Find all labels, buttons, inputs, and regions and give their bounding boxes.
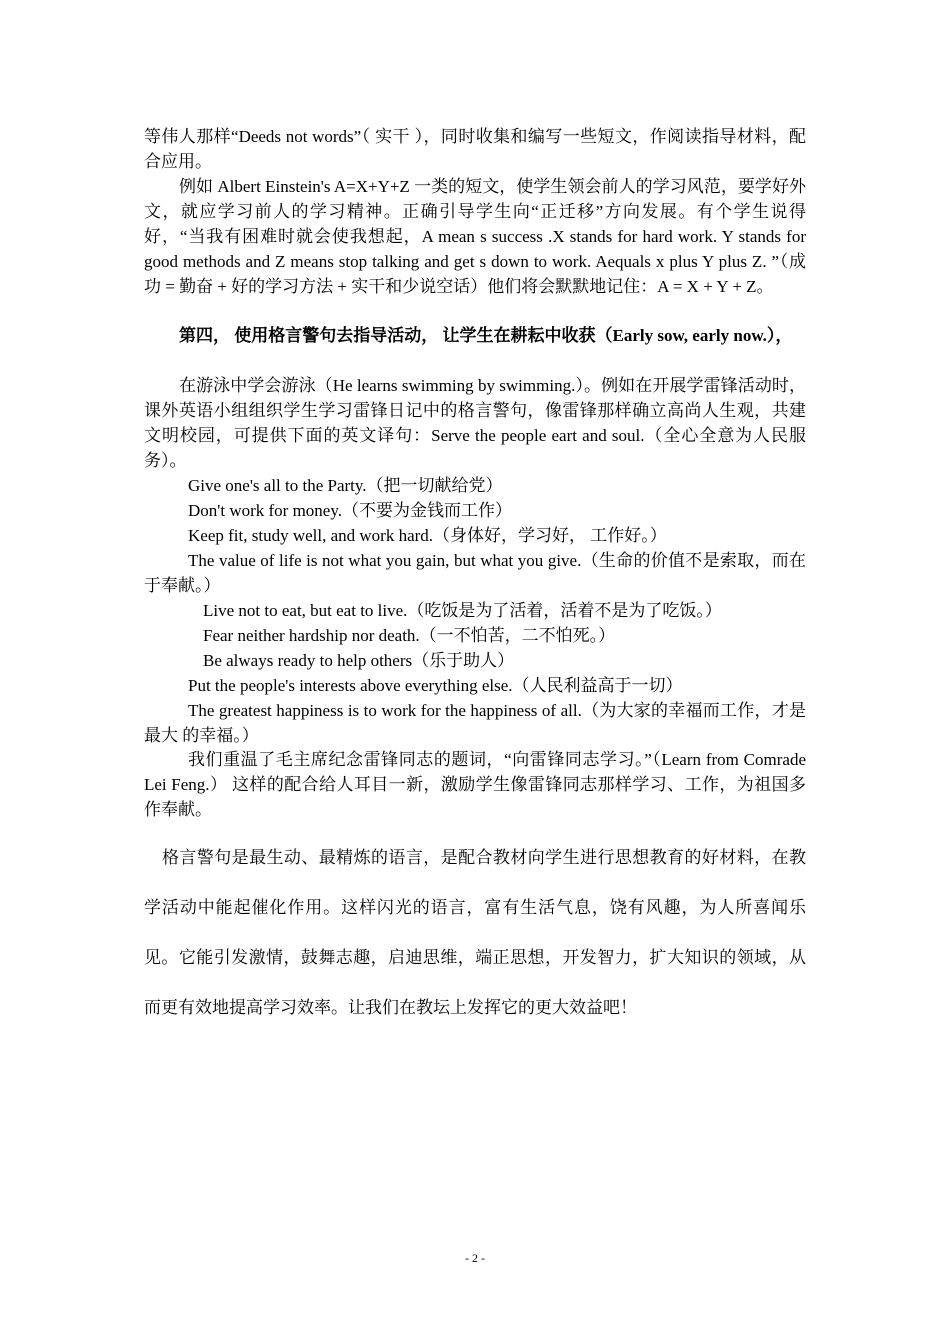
paragraph-3: 在游泳中学会游泳（He learns swimming by swimming.）。例如在开展学雷锋活动时，课外英语小组组织学生学习雷锋日记中的格言警句，像雷锋那样确立高尚人生观，共建文明校园，可提供下面的英文译句：Serve the people eart and soul.（全心全意为人民服务）。 [144, 376, 806, 470]
paragraph-4: 我们重温了毛主席纪念雷锋同志的题词，“向雷锋同志学习。”（Learn from Comrade Lei Feng.） 这样的配合给人耳目一新，激励学生像雷锋同志那样学习、工作，为祖国多作奉献。 [144, 750, 806, 819]
motto-line-5: Live not to eat, but eat to live.（吃饭是为了活着，活着不是为了吃饭。） [203, 601, 722, 620]
motto-line-7: Be always ready to help others（乐于助人） [203, 651, 515, 670]
section-heading: 第四， 使用格言警句去指导活动， 让学生在耕耘中收获（Early sow, early now.）， [179, 326, 793, 345]
conclusion-paragraph: 格言警句是最生动、最精炼的语言，是配合教材向学生进行思想教育的好材料，在教学活动中能起催化作用。这样闪光的语言，富有生活气息，饶有风趣，为人所喜闻乐见。它能引发激情，鼓舞志趣，启迪思维，端正思想，开发智力，扩大知识的领域，从而更有效地提高学习效率。让我们在教坛上发挥它的更大效益吧！ [144, 848, 806, 1017]
page-number: - 2 - [465, 1251, 485, 1265]
paragraph-1: 等伟人那样“Deeds not words”（ 实干 ），同时收集和编写一些短文，作阅读指导材料，配合应用。 [144, 127, 806, 171]
motto-line-1: Give one's all to the Party.（把一切献给党） [188, 476, 503, 495]
motto-line-3: Keep fit, study well, and work hard.（身体好，学习好， 工作好。） [188, 526, 667, 545]
motto-line-9: The greatest happiness is to work for the happiness of all.（为大家的幸福而工作，才是最大 的幸福。） [144, 701, 806, 745]
paragraph-2: 例如 Albert Einstein's A=X+Y+Z 一类的短文，使学生领会前人的学习风范，要学好外文，就应学习前人的学习精神。正确引导学生向“正迁移”方向发展。有个学生说得好，“当我有困难时就会使我想起，A mean s success .X stands for hard work. Y stands for good methods and Z means stop talking and get s down to work. Aequals x plus Y plus Z. ”（成功 = 勤奋 + 好的学习方法 + 实干和少说空话）他们将会默默地记住：A = X + Y + Z。 [144, 177, 806, 296]
motto-line-2: Don't work for money.（不要为金钱而工作） [188, 501, 512, 520]
motto-line-8: Put the people's interests above everything else.（人民利益高于一切） [188, 676, 683, 695]
motto-line-6: Fear neither hardship nor death.（一不怕苦，二不怕死。） [203, 626, 616, 645]
motto-line-4: The value of life is not what you gain, but what you give.（生命的价值不是索取，而在于奉献。） [144, 551, 806, 595]
